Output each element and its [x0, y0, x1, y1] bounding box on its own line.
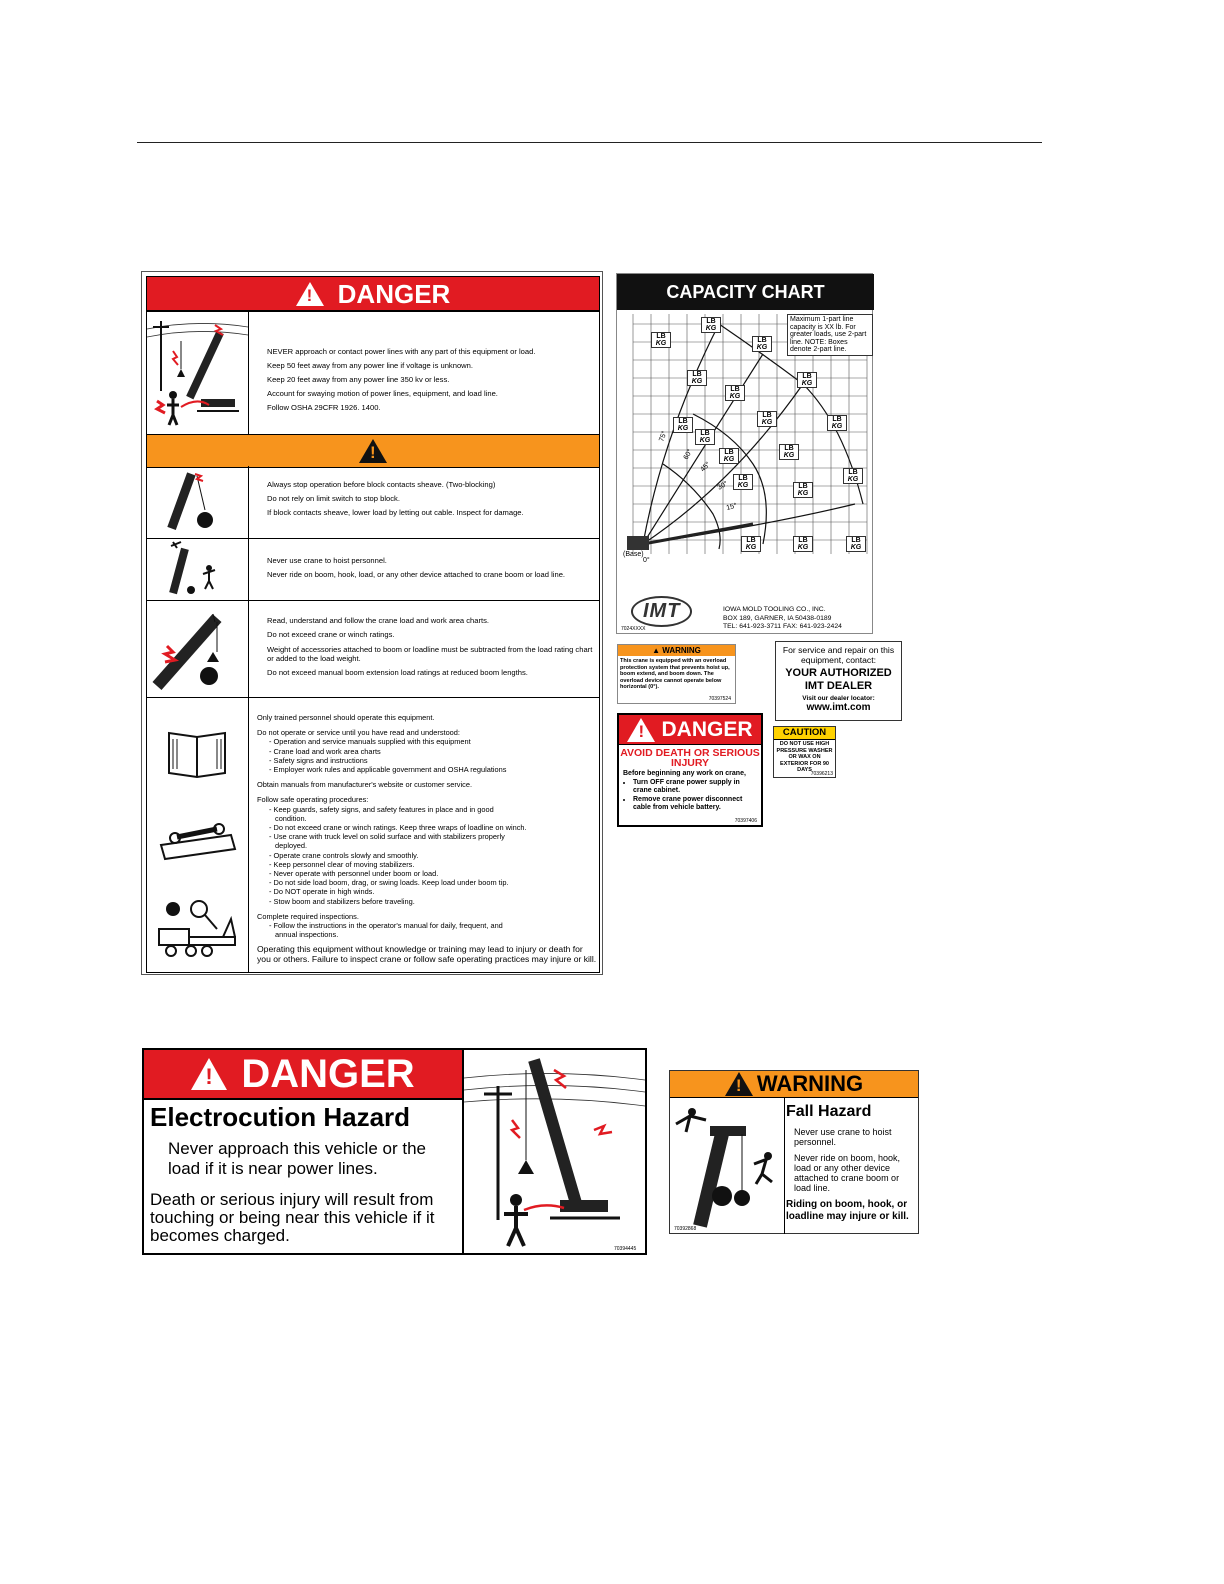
training-text: Obtain manuals from manufacturer's website or customer service.	[257, 780, 472, 790]
danger-header	[144, 1050, 462, 1100]
load-box	[687, 370, 707, 386]
lb-label: LB	[757, 337, 767, 344]
company-info	[723, 606, 842, 632]
kg-label: KG	[729, 393, 741, 400]
power-line-text: Keep 20 feet away from any power line 350 kv or less.	[267, 375, 450, 384]
load-box	[827, 415, 847, 431]
ratings-text: Weight of accessories attached to boom or loadline must be subtracted from the load rating chart or added to the load weight.	[267, 645, 593, 663]
base-label: (Base)	[623, 551, 644, 558]
danger-item: • Remove crane power disconnect cable from vehicle battery.	[633, 796, 757, 813]
lb-label: LB	[762, 412, 772, 419]
kg-label: KG	[705, 325, 717, 332]
procedure-item: - Do not exceed crane or winch ratings. Keep three wraps of loadline on winch.	[269, 823, 527, 833]
procedure-item: - Never operate with personnel under boom or load.	[269, 869, 439, 879]
electrocution-heading: Electrocution Hazard	[150, 1102, 411, 1132]
lb-label: LB	[656, 333, 666, 340]
training-text: Only trained personnel should operate this equipment.	[257, 713, 435, 722]
fall-heading: Fall Hazard	[786, 1103, 872, 1120]
lb-label: LB	[832, 416, 842, 423]
training-text: Do not operate or service until you have read and understood:	[257, 728, 460, 738]
training-text: Complete required inspections.	[257, 911, 359, 921]
fall-hazard-icon	[147, 538, 249, 600]
warning-banner	[146, 434, 600, 468]
disconnect-danger-decal	[617, 713, 763, 827]
lb-label: LB	[724, 449, 734, 456]
load-box	[733, 474, 753, 490]
load-box	[846, 536, 866, 552]
part-number: 70397406	[734, 818, 757, 824]
warning-header	[670, 1071, 918, 1098]
load-box	[719, 448, 739, 464]
training-warning-text: Operating this equipment without knowledge or training may lead to injury or death for you or others. Failure to inspect crane or follow safe operating practices may injure or kill.	[257, 944, 597, 964]
warning-triangle-icon	[627, 718, 655, 742]
procedure-item: condition.	[275, 813, 307, 823]
procedure-item: deployed.	[275, 841, 308, 851]
warning-triangle-icon	[359, 439, 387, 463]
training-text: Follow safe operating procedures:	[257, 795, 369, 805]
service-decal	[775, 641, 902, 721]
danger-header	[619, 715, 761, 745]
load-box	[725, 385, 745, 401]
power-lines-row	[146, 310, 600, 436]
wrench-book-icon	[161, 824, 235, 859]
fall-text: Never use crane to hoist personnel.	[794, 1127, 892, 1147]
warning-body: This crane is equipped with an overload protection system that prevents hoist up, boom extend, and boom down. The overload device cannot operate below horizontal (0°).	[620, 658, 730, 691]
two-block-text: Do not rely on limit switch to stop block.	[267, 494, 400, 503]
fall-hazard-decal	[669, 1070, 919, 1234]
ratings-text: Do not exceed crane or winch ratings.	[267, 630, 395, 639]
load-box	[752, 336, 772, 352]
two-block-icon	[147, 466, 249, 538]
lb-label: LB	[851, 537, 861, 544]
lb-label: LB	[738, 475, 748, 482]
procedure-item: - Keep personnel clear of moving stabilizers.	[269, 859, 415, 869]
kg-label: KG	[783, 452, 795, 459]
company-name: IOWA MOLD TOOLING CO., INC.	[723, 606, 826, 613]
warning-title: WARNING	[756, 1071, 864, 1096]
load-box	[695, 429, 715, 445]
lb-label: LB	[746, 537, 756, 544]
personnel-row	[146, 538, 600, 601]
kg-label: KG	[797, 544, 809, 551]
danger-title: DANGER	[241, 1051, 415, 1096]
fall-hazard-icon	[670, 1098, 785, 1234]
header-rule	[137, 142, 1042, 143]
angle-label: 0°	[643, 557, 650, 564]
danger-title: DANGER	[661, 717, 753, 741]
power-line-text: Follow OSHA 29CFR 1926. 1400.	[267, 403, 381, 412]
kg-label: KG	[737, 482, 749, 489]
load-box	[797, 372, 817, 388]
warning-title: WARNING	[662, 646, 701, 655]
truck-inspection-icon	[159, 901, 235, 956]
procedure-item: - Keep guards, safety signs, and safety features in place and in good	[269, 804, 494, 814]
procedure-item: - Use crane with truck level on solid surface and with stabilizers properly	[269, 832, 505, 842]
electrocution-text: Never approach this vehicle or the load if it is near power lines.	[168, 1139, 426, 1178]
kg-label: KG	[801, 380, 813, 387]
power-line-text: Keep 50 feet away from any power line if voltage is unknown.	[267, 361, 473, 370]
load-box	[651, 332, 671, 348]
power-line-crane-icon	[147, 311, 249, 435]
training-item: - Operation and service manuals supplied with this equipment	[269, 737, 471, 747]
warning-header: ▲ WARNING	[618, 645, 735, 656]
ratings-text: Read, understand and follow the crane load and work area charts.	[267, 616, 490, 625]
power-line-text: Account for swaying motion of power lines, equipment, and load line.	[267, 389, 498, 398]
kg-label: KG	[691, 378, 703, 385]
capacity-chart-decal	[616, 273, 873, 634]
load-box	[757, 411, 777, 427]
warning-triangle-icon	[191, 1058, 227, 1090]
load-box	[741, 536, 761, 552]
angle-label: 45°	[699, 460, 712, 474]
lb-label: LB	[802, 373, 812, 380]
part-number: 70397524	[708, 696, 731, 702]
two-block-text: Always stop operation before block contacts sheave. (Two-blocking)	[267, 480, 496, 489]
lb-label: LB	[678, 418, 688, 425]
danger-body	[619, 768, 761, 815]
training-row	[146, 697, 600, 973]
book-icon	[169, 733, 225, 777]
lb-label: LB	[730, 386, 740, 393]
angle-label: 15°	[725, 502, 738, 512]
kg-label: KG	[761, 419, 773, 426]
caution-body: DO NOT USE HIGH PRESSURE WASHER OR WAX ON EXTERIOR FOR 90 DAYS	[776, 741, 833, 773]
load-box	[701, 317, 721, 333]
lb-label: LB	[700, 430, 710, 437]
load-box	[843, 468, 863, 484]
training-item: - Crane load and work area charts	[269, 746, 381, 756]
ratings-text: Do not exceed manual boom extension load ratings at reduced boom lengths.	[267, 668, 528, 677]
imt-logo: IMT	[631, 596, 692, 627]
two-block-row	[146, 466, 600, 539]
service-dealer: YOUR AUTHORIZED	[785, 667, 892, 679]
danger-subtitle: AVOID DEATH OR SERIOUS INJURY	[620, 747, 760, 769]
caution-title: CAUTION	[774, 727, 835, 740]
kg-label: KG	[797, 490, 809, 497]
capacity-note: Maximum 1-part line capacity is XX lb. For greater loads, use 2-part line. NOTE: Boxes denote 2-part line.	[787, 314, 873, 356]
load-box	[793, 482, 813, 498]
manual-icons	[147, 697, 249, 972]
personnel-text: Never ride on boom, hook, load, or any other device attached to crane boom or load line.	[267, 570, 566, 579]
fall-text: Never ride on boom, hook, load or any other device attached to crane boom or load line.	[794, 1153, 901, 1193]
lb-label: LB	[848, 469, 858, 476]
load-box	[793, 536, 813, 552]
lb-label: LB	[706, 318, 716, 325]
warning-triangle-icon	[725, 1072, 753, 1096]
procedure-item: - Do NOT operate in high winds.	[269, 887, 375, 897]
power-line-text: NEVER approach or contact power lines with any part of this equipment or load.	[267, 347, 536, 356]
inspection-item: annual inspections.	[275, 930, 339, 940]
caution-decal	[773, 726, 836, 778]
service-locator-label: Visit our dealer locator:	[802, 695, 875, 702]
service-dealer: IMT DEALER	[804, 680, 873, 692]
lb-label: LB	[692, 371, 702, 378]
company-address: BOX 189, GARNER, IA 50438-0189	[723, 614, 832, 622]
inspection-item: - Follow the instructions in the operator's manual for daily, frequent, and	[269, 921, 503, 931]
procedure-item: - Do not side load boom, drag, or swing loads. Keep load under boom tip.	[269, 878, 509, 888]
electrocution-crane-icon	[464, 1050, 645, 1253]
load-box	[779, 444, 799, 460]
electrocution-text: Death or serious injury will result from touching or being near this vehicle if it becomes charged.	[150, 1190, 435, 1245]
kg-label: KG	[745, 544, 757, 551]
kg-label: KG	[677, 425, 689, 432]
main-safety-decal	[141, 271, 603, 975]
overload-icon	[147, 600, 249, 697]
kg-label: KG	[699, 437, 711, 444]
warning-triangle-icon	[296, 282, 324, 306]
training-item: - Employer work rules and applicable government and OSHA regulations	[269, 765, 507, 775]
personnel-text: Never use crane to hoist personnel.	[267, 556, 387, 565]
lb-label: LB	[798, 537, 808, 544]
kg-label: KG	[847, 476, 859, 483]
two-block-text: If block contacts sheave, lower load by letting out cable. Inspect for damage.	[267, 508, 524, 517]
danger-title: DANGER	[337, 278, 451, 309]
overload-warning-decal	[617, 644, 736, 704]
electrocution-decal	[142, 1048, 647, 1255]
ratings-row	[146, 600, 600, 698]
fall-warning-text: Riding on boom, hook, or loadline may injure or kill.	[786, 1199, 909, 1222]
danger-intro: Before beginning any work on crane,	[623, 770, 746, 777]
company-phone: TEL: 641-923-3711 FAX: 641-923-2424	[723, 623, 842, 630]
service-text: For service and repair on this equipment, contact:	[782, 645, 895, 665]
lb-label: LB	[798, 483, 808, 490]
kg-label: KG	[655, 340, 667, 347]
part-number: 7024XXXX	[621, 626, 646, 632]
angle-label: 75°	[658, 430, 669, 443]
part-number: 70392868	[674, 1226, 697, 1232]
kg-label: KG	[850, 544, 862, 551]
danger-item: • Turn OFF crane power supply in crane cabinet.	[633, 779, 757, 796]
training-item: - Safety signs and instructions	[269, 755, 368, 765]
procedure-item: - Operate crane controls slowly and smoothly.	[269, 850, 419, 860]
service-website: www.imt.com	[806, 702, 871, 713]
load-box	[673, 417, 693, 433]
procedure-item: - Stow boom and stabilizers before traveling.	[269, 896, 415, 906]
angle-label: 60°	[682, 448, 695, 461]
lb-label: LB	[784, 445, 794, 452]
part-number: 70394445	[614, 1246, 637, 1252]
capacity-chart-title: CAPACITY CHART	[617, 274, 874, 310]
kg-label: KG	[723, 456, 735, 463]
angle-label: 30°	[716, 480, 730, 492]
kg-label: KG	[756, 344, 768, 351]
part-number: 70396213	[810, 771, 833, 777]
danger-banner	[146, 276, 600, 312]
kg-label: KG	[831, 423, 843, 430]
